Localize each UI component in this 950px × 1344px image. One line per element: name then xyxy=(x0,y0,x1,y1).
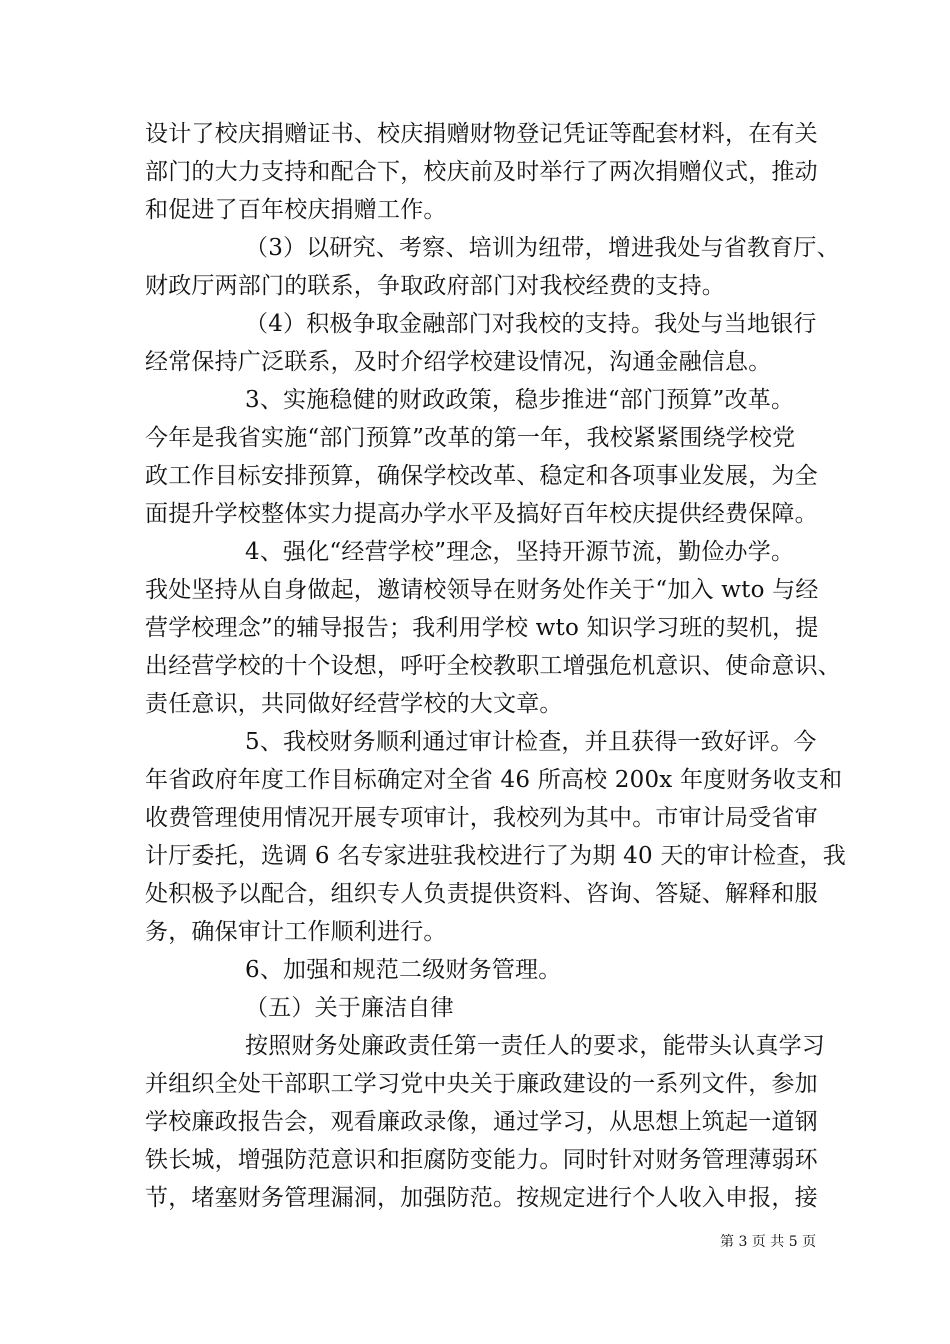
text-line-14: 营学校理念”的辅导报告；我利用学校 wto 知识学习班的契机，提 xyxy=(145,615,819,641)
text-line-26: 并组织全处干部职工学习党中央关于廉政建设的一系列文件，参加 xyxy=(145,1071,818,1097)
text-line-10: 政工作目标安排预算，确保学校改革、稳定和各项事业发展，为全 xyxy=(145,463,818,489)
text-line-27: 学校廉政报告会，观看廉政录像，通过学习，从思想上筑起一道钢 xyxy=(145,1109,818,1135)
text-line-17: 5、我校财务顺利通过审计检查，并且获得一致好评。今 xyxy=(245,729,817,755)
text-line-21: 处积极予以配合，组织专人负责提供资料、咨询、答疑、解释和服 xyxy=(145,881,818,907)
text-line-9: 今年是我省实施“部门预算”改革的第一年，我校紧紧围绕学校党 xyxy=(145,425,796,451)
page-number-footer: 第 3 页 共 5 页 xyxy=(720,1234,817,1250)
text-line-19: 收费管理使用情况开展专项审计，我校列为其中。市审计局受省审 xyxy=(145,805,818,831)
text-line-16: 责任意识，共同做好经营学校的大文章。 xyxy=(145,691,563,717)
text-line-5: 财政厅两部门的联系，争取政府部门对我校经费的支持。 xyxy=(145,273,725,299)
text-line-22: 务，确保审计工作顺利进行。 xyxy=(145,919,447,945)
text-line-28: 铁长城，增强防范意识和拒腐防变能力。同时针对财务管理薄弱环 xyxy=(145,1147,818,1173)
text-line-2: 部门的大力支持和配合下，校庆前及时举行了两次捐赠仪式，推动 xyxy=(145,159,818,185)
text-line-25: 按照财务处廉政责任第一责任人的要求，能带头认真学习 xyxy=(245,1033,825,1059)
text-line-12: 4、强化“经营学校”理念，坚持开源节流，勤俭办学。 xyxy=(245,539,795,565)
text-line-4: （3）以研究、考察、培训为纽带，增进我处与省教育厅、 xyxy=(245,235,840,261)
text-line-1: 设计了校庆捐赠证书、校庆捐赠财物登记凭证等配套材料，在有关 xyxy=(145,121,818,147)
text-line-29: 节，堵塞财务管理漏洞，加强防范。按规定进行个人收入申报，接 xyxy=(145,1185,818,1211)
text-line-11: 面提升学校整体实力提高办学水平及搞好百年校庆提供经费保障。 xyxy=(145,501,818,527)
section-heading: （五）关于廉洁自律 xyxy=(245,995,454,1021)
text-line-8: 3、实施稳健的财政政策，稳步推进“部门预算”改革。 xyxy=(245,387,795,413)
text-line-18: 年省政府年度工作目标确定对全省 46 所高校 200x 年度财务收支和 xyxy=(145,767,843,793)
text-line-6: （4）积极争取金融部门对我校的支持。我处与当地银行 xyxy=(245,311,817,337)
text-line-15: 出经营学校的十个设想，呼吁全校教职工增强危机意识、使命意识、 xyxy=(145,653,841,679)
text-line-23: 6、加强和规范二级财务管理。 xyxy=(245,957,562,983)
text-line-3: 和促进了百年校庆捐赠工作。 xyxy=(145,197,447,223)
text-line-20: 计厅委托，选调 6 名专家进驻我校进行了为期 40 天的审计检查，我 xyxy=(145,843,846,869)
text-line-13: 我处坚持从自身做起，邀请校领导在财务处作关于“加入 wto 与经 xyxy=(145,577,819,603)
text-line-7: 经常保持广泛联系，及时介绍学校建设情况，沟通金融信息。 xyxy=(145,349,772,375)
